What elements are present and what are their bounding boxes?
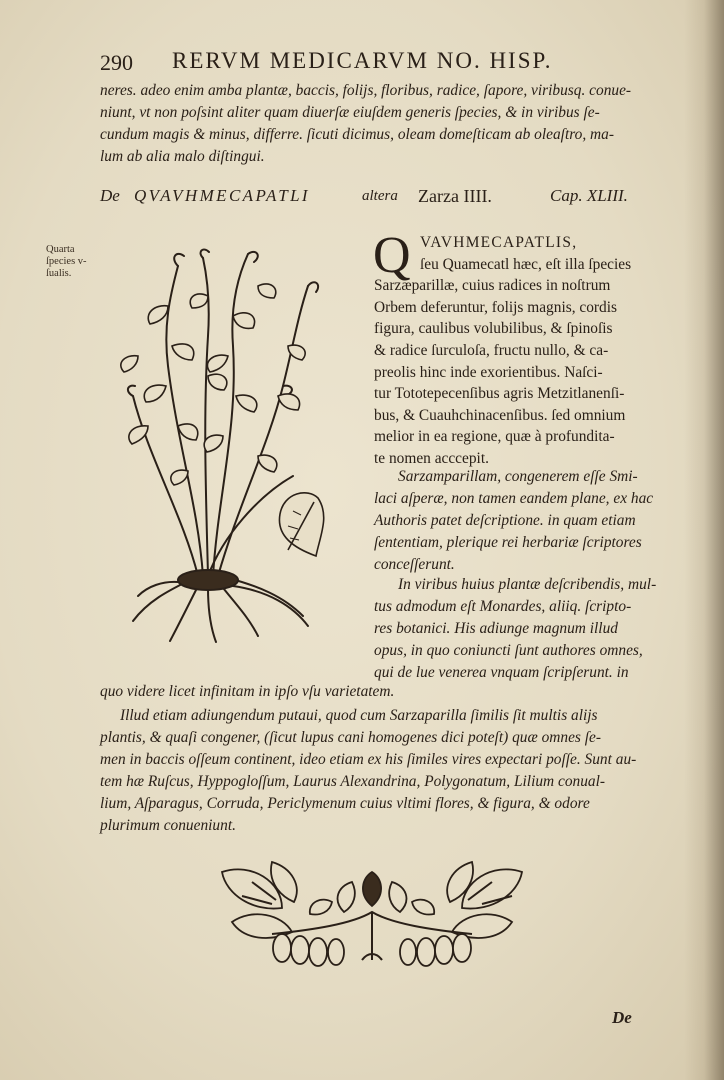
sarsaparilla-plant-woodcut <box>108 246 348 646</box>
text-line: figura, caulibus volubilibus, & ſpinoſis <box>374 320 613 338</box>
text-line: neres. adeo enim amba plantæ, baccis, folijs, floribus, radice, ſapore, viribusq. conue- <box>100 82 632 99</box>
chapter-zarza: Zarza IIII. <box>418 186 492 206</box>
running-header <box>100 46 664 78</box>
text-line: quo videre licet infinitam in ipſo vſu varietatem. <box>100 683 395 700</box>
chapter-heading <box>100 186 665 212</box>
text-line: tus admodum eſt Monardes, aliiq. ſcripto- <box>374 598 632 615</box>
text-line: tur Tototepecenſibus agris Metzitlanenſi- <box>374 385 625 403</box>
text-line: Orbem deferuntur, folijs magnis, cordis <box>374 298 618 316</box>
margin-note <box>46 244 87 280</box>
text-line: ſententiam, plerique rei herbariæ ſcriptores <box>374 534 642 551</box>
text-line: VAVHMECAPATLIS, <box>420 234 578 251</box>
margin-line: Quarta <box>46 244 75 255</box>
intro-paragraph <box>100 80 665 168</box>
text-line: Sarzæparillæ, cuius radices in noſtrum <box>374 277 611 295</box>
text-line: Illud etiam adiungendum putaui, quod cum Sarzaparilla ſimilis ſit multis alijs <box>120 707 598 724</box>
text-line: plantis, & quaſi congener, (ſicut lupus cani homogenes dici poteſt) quæ omnes ſe- <box>100 729 601 746</box>
floral-ornament-woodcut <box>212 852 532 974</box>
chapter-altera: altera <box>362 188 398 204</box>
page-gutter-shadow <box>684 0 724 1080</box>
text-line: te nomen acccepit. <box>374 449 489 467</box>
text-line: opus, in quo coniuncti ſunt authores omnes, <box>374 642 643 659</box>
commentary-paragraph <box>374 466 664 576</box>
text-line: plurimum conueniunt. <box>100 817 236 834</box>
drop-cap: Q <box>373 227 411 284</box>
catchword: De <box>612 1008 632 1027</box>
text-line: preolis hinc inde exorientibus. Naſci- <box>374 363 603 381</box>
text-line: cundum magis & minus, differre. ſicuti dicimus, oleam domeſticam ab oleaſtro, ma- <box>100 126 614 143</box>
text-line: men in baccis oſſeum continent, ideo etiam ex his ſimiles vires expectari poſſe. Sunt au- <box>100 751 637 768</box>
text-line: res botanici. His adiunge magnum illud <box>374 620 618 637</box>
margin-line: ſualis. <box>46 268 72 279</box>
description-paragraph <box>373 227 664 470</box>
commentary-paragraph <box>374 574 664 684</box>
commentary-paragraph <box>100 705 665 837</box>
text-line: conceſſerunt. <box>374 556 455 573</box>
running-head-title: RERVM MEDICARVM NO. HISP. <box>172 48 553 73</box>
text-line: lium, Aſparagus, Corruda, Periclymenum cuius vltimi flores, & figura, & odore <box>100 795 590 812</box>
margin-line: ſpecies v- <box>46 256 87 267</box>
chapter-plant-name: QVAVHMECAPATLI <box>134 186 310 205</box>
text-line: In viribus huius plantæ deſcribendis, mul- <box>398 576 657 593</box>
text-line: laci aſperæ, non tamen eandem plane, ex hac <box>374 490 654 507</box>
text-line: tem hæ Ruſcus, Hyppogloſſum, Laurus Alexandrina, Polygonatum, Lilium conual- <box>100 773 606 790</box>
text-line: & radice ſurculoſa, fructu nullo, & ca- <box>374 341 609 359</box>
text-line: Authoris patet deſcriptione. in quam etiam <box>374 512 636 529</box>
page-number: 290 <box>100 50 133 75</box>
text-line: Sarzamparillam, congenerem eſſe Smi- <box>398 468 638 485</box>
text-line: bus, & Cuauhchinacenſibus. ſed omnium <box>374 406 626 424</box>
text-line: lum ab alia malo diſtingui. <box>100 148 265 165</box>
text-line: niunt, vt non poſsint aliter quam diuerſæ eiuſdem generis ſpecies, & in viribus ſe- <box>100 104 600 121</box>
text-line: qui de lue venerea vnquam ſcripſerunt. in <box>374 664 629 681</box>
text-line: ſeu Quamecatl hæc, eſt illa ſpecies <box>420 255 632 273</box>
chapter-de: De <box>100 186 120 205</box>
commentary-continuation <box>100 681 665 703</box>
chapter-number: Cap. XLIII. <box>550 186 628 205</box>
text-line: melior in ea regione, quæ à profundita- <box>374 428 615 446</box>
